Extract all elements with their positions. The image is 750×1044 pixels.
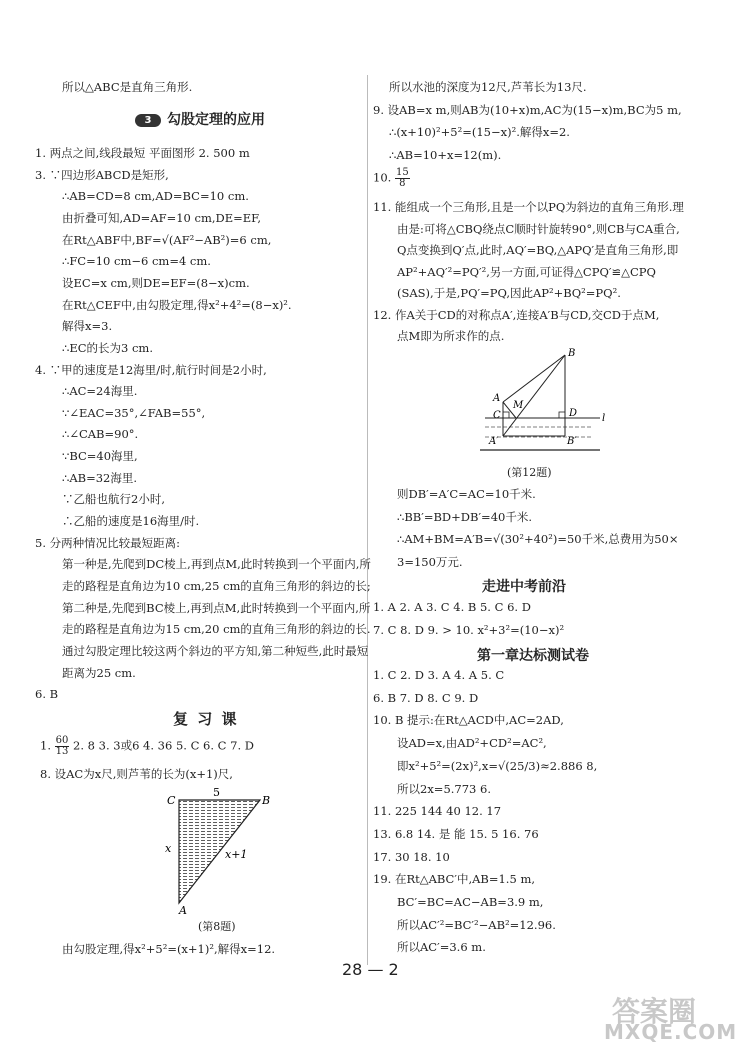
answer-line: ∴AC=24海里. bbox=[62, 384, 138, 399]
answer-line: 在Rt△CEF中,由勾股定理,得x²+4²=(8−x)². bbox=[62, 297, 292, 312]
page-number: 28 — 2 bbox=[342, 960, 399, 979]
answer-line: 即x²+5²=(2x)²,x=√(25/3)≈2.886 8, bbox=[397, 758, 598, 773]
answer-line: ∵乙船也航行2小时, bbox=[62, 492, 165, 507]
fig12-label-d: D bbox=[569, 408, 578, 419]
answer-line: 则DB′=A′C=AC=10千米. bbox=[397, 487, 536, 501]
fig12-label-b-prime: B′ bbox=[567, 436, 577, 447]
answer-line: 1. A 2. A 3. C 4. B 5. C 6. D bbox=[373, 600, 531, 614]
answer-line: 设AD=x,由AD²+CD²=AC², bbox=[397, 736, 547, 751]
fig12-right-angle-d bbox=[559, 412, 565, 418]
frac-denominator: 13 bbox=[55, 746, 69, 757]
column-divider bbox=[367, 75, 368, 965]
q8-line: 8. 设AC为x尺,则芦苇的长为(x+1)尺, bbox=[40, 767, 233, 781]
answer-line: 11. 能组成一个三角形,且是一个以PQ为斜边的直角三角形.理 bbox=[373, 200, 684, 214]
fig12-label-b: B bbox=[568, 348, 576, 359]
answer-line: BC′=BC=AC−AB=3.9 m, bbox=[397, 895, 544, 909]
answer-line: ∵∠EAC=35°,∠FAB=55°, bbox=[62, 405, 206, 420]
answer-line: 设EC=x cm,则DE=EF=(8−x)cm. bbox=[62, 275, 250, 290]
answer-line: 距离为25 cm. bbox=[62, 665, 136, 680]
answer-line: 4. ∵甲的速度是12海里/时,航行时间是2小时, bbox=[35, 362, 267, 377]
fig12-label-l: l bbox=[602, 413, 606, 424]
q10-numerator: 15 bbox=[395, 167, 409, 178]
answer-line: AP²+AQ′²=PQ′²,另一方面,可证得△CPQ′≌△CPQ bbox=[397, 264, 656, 279]
q10-line bbox=[373, 168, 410, 189]
answer-line: 通过勾股定理比较这两个斜边的平方知,第二种短些,此时最短 bbox=[62, 643, 369, 658]
fig12-label-a: A bbox=[493, 393, 501, 404]
answer-line: Q点变换到Q′点,此时,AQ′=BQ,△APQ′是直角三角形,即 bbox=[397, 243, 679, 257]
q10-fraction bbox=[395, 168, 410, 189]
answer-line: ∴(x+10)²+5²=(15−x)².解得x=2. bbox=[389, 125, 570, 139]
zk-title: 走进中考前沿 bbox=[482, 579, 566, 595]
figure-8-caption: (第8题) bbox=[198, 920, 236, 933]
answer-line: 17. 30 18. 10 bbox=[373, 849, 450, 864]
answer-line: 所以AC′²=BC′²−AB²=12.96. bbox=[397, 917, 556, 932]
answer-line: ∴AB=CD=8 cm,AD=BC=10 cm. bbox=[62, 189, 249, 204]
review-title: 复 习 课 bbox=[173, 710, 239, 728]
fig8-label-hyp: x+1 bbox=[225, 848, 248, 861]
figure-8 bbox=[165, 785, 280, 915]
fig8-triangle bbox=[179, 800, 260, 903]
answer-line: 走的路程是直角边为10 cm,25 cm的直角三角形的斜边的长; bbox=[62, 579, 371, 593]
fig8-label-a: A bbox=[179, 904, 187, 915]
fig8-label-b: B bbox=[262, 794, 271, 807]
section-title: 勾股定理的应用 bbox=[167, 112, 265, 128]
section-heading bbox=[135, 109, 265, 129]
watermark-logo-text: 答案圈 bbox=[612, 995, 697, 1028]
section-number-badge: 3 bbox=[135, 114, 161, 127]
answer-line: ∴AB=10+x=12(m). bbox=[389, 147, 502, 162]
answer-line: 7. C 8. D 9. > 10. x²+3²=(10−x)² bbox=[373, 623, 565, 637]
answer-line: ∴FC=10 cm−6 cm=4 cm. bbox=[62, 254, 211, 269]
frac-numerator: 60 bbox=[55, 735, 69, 746]
answer-line: 1. C 2. D 3. A 4. A 5. C bbox=[373, 668, 505, 682]
answer-line: 3. ∵四边形ABCD是矩形, bbox=[35, 167, 169, 182]
answer-line: 所以2x=5.773 6. bbox=[397, 781, 491, 796]
answer-line: ∴EC的长为3 cm. bbox=[62, 340, 153, 355]
answer-line: 第一种是,先爬到DC棱上,再到点M,此时转换到一个平面内,所 bbox=[62, 557, 371, 572]
fig12-right-angle-c bbox=[503, 412, 509, 418]
answer-line: ∴∠CAB=90°. bbox=[62, 427, 139, 442]
answer-line: ∴AB=32海里. bbox=[62, 470, 137, 485]
answer-line: ∵BC=40海里, bbox=[62, 449, 138, 464]
answer-line: 12. 作A关于CD的对称点A′,连接A′B与CD,交CD于点M, bbox=[373, 307, 660, 322]
answer-line: 5. 分两种情况比较最短距离: bbox=[35, 535, 181, 550]
answer-line: 10. B 提示:在Rt△ACD中,AC=2AD, bbox=[373, 713, 564, 728]
watermark-url: MXQE.COM bbox=[604, 1020, 738, 1044]
figure-12 bbox=[475, 340, 615, 458]
review-q1-fraction bbox=[55, 736, 70, 757]
fig12-label-a-prime: A′ bbox=[489, 436, 499, 447]
answer-line: ∴乙船的速度是16海里/时. bbox=[62, 514, 200, 529]
fig8-label-c: C bbox=[167, 794, 176, 807]
answer-line: 在Rt△ABF中,BF=√(AF²−AB²)=6 cm, bbox=[62, 232, 272, 247]
q10-denominator: 8 bbox=[399, 178, 406, 189]
fig8-label-left: x bbox=[165, 842, 172, 855]
answer-line: 3=150万元. bbox=[397, 554, 463, 569]
fig8-label-top: 5 bbox=[213, 786, 220, 799]
answer-line: 6. B 7. D 8. C 9. D bbox=[373, 690, 479, 705]
review-q1-num: 1. bbox=[40, 738, 51, 753]
review-q1-rest: 2. 8 3. 3或6 4. 36 5. C 6. C 7. D bbox=[73, 738, 254, 753]
q8-end-line: 由勾股定理,得x²+5²=(x+1)²,解得x=12. bbox=[62, 942, 276, 956]
answer-line: (SAS),于是,PQ′=PQ,因此AP²+BQ²=PQ². bbox=[397, 286, 621, 300]
fig12-label-c: C bbox=[493, 410, 501, 421]
q10-num: 10. bbox=[373, 170, 392, 185]
intro-line: 所以△ABC是直角三角形. bbox=[62, 80, 193, 94]
test-title: 第一章达标测试卷 bbox=[477, 648, 589, 664]
answer-line: 走的路程是直角边为15 cm,20 cm的直角三角形的斜边的长. bbox=[62, 622, 371, 637]
answer-line: 由折叠可知,AD=AF=10 cm,DE=EF, bbox=[62, 210, 262, 225]
answer-line: ∴BB′=BD+DB′=40千米. bbox=[397, 509, 532, 524]
answer-line: 所以水池的深度为12尺,芦苇长为13尺. bbox=[389, 80, 587, 94]
answer-line: ∴AM+BM=A′B=√(30²+40²)=50千米,总费用为50× bbox=[397, 532, 679, 546]
fig12-label-m: M bbox=[513, 400, 524, 411]
answer-line: 点M即为所求作的点. bbox=[397, 329, 505, 343]
answer-line: 13. 6.8 14. 是 能 15. 5 16. 76 bbox=[373, 826, 539, 841]
answer-line: 9. 设AB=x m,则AB为(10+x)m,AC为(15−x)m,BC为5 m, bbox=[373, 102, 682, 117]
answer-line: 19. 在Rt△ABC′中,AB=1.5 m, bbox=[373, 872, 535, 887]
answer-line: 第二种是,先爬到BC棱上,再到点M,此时转换到一个平面内,所 bbox=[62, 600, 371, 615]
answer-line: 解得x=3. bbox=[62, 319, 113, 334]
answer-line: 1. 两点之间,线段最短 平面图形 2. 500 m bbox=[35, 146, 250, 160]
figure-12-caption: (第12题) bbox=[507, 466, 552, 479]
answer-line: 所以AC′=3.6 m. bbox=[397, 940, 486, 955]
answer-line: 11. 225 144 40 12. 17 bbox=[373, 804, 502, 819]
answer-line: 6. B bbox=[35, 687, 59, 702]
answer-line: 由是:可将△CBQ绕点C顺时针旋转90°,则CB与CA重合, bbox=[397, 221, 680, 236]
review-q1-line bbox=[40, 736, 254, 757]
